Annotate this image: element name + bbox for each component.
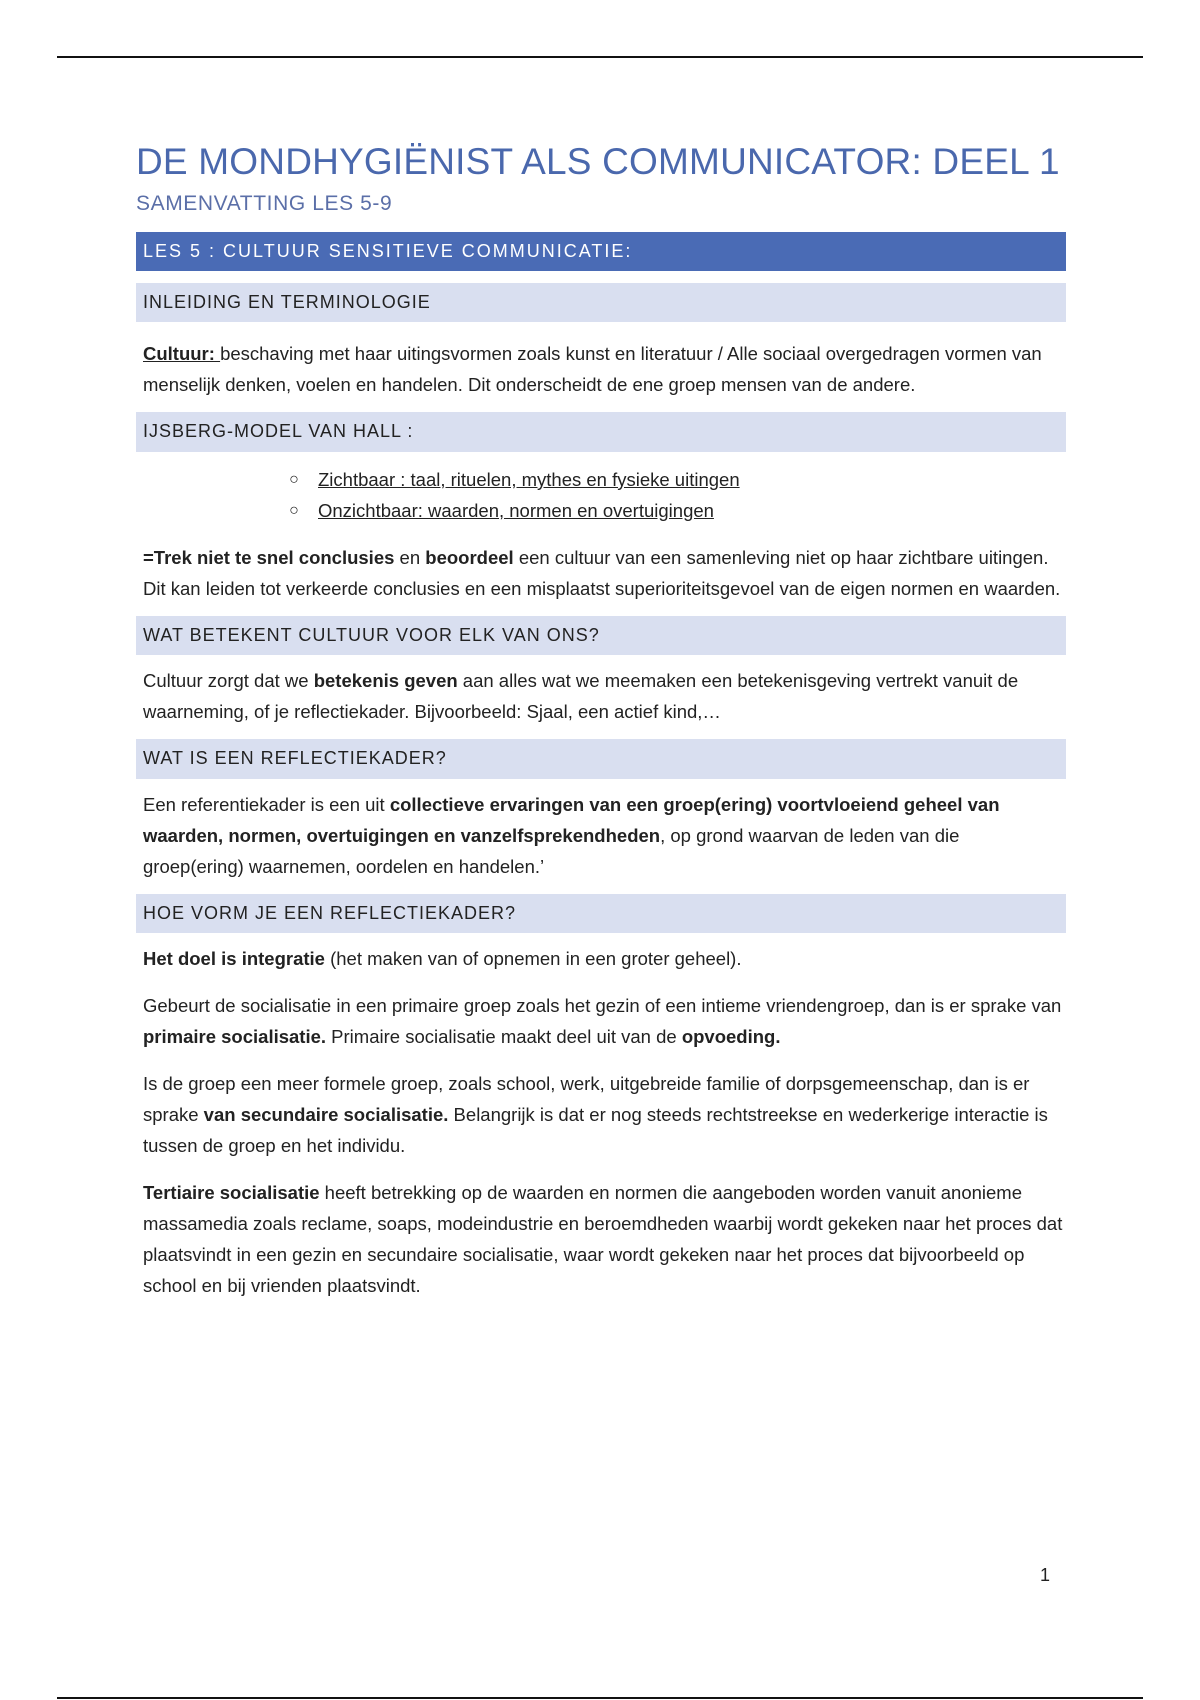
bold-tertiaire-socialisatie: Tertiaire socialisatie <box>143 1182 320 1204</box>
secundaire-text-after: Belangrijk is dat er nog steeds rechtstreekse en wederkerige interactie is tussen de groep en het individu. <box>143 1104 1048 1157</box>
paragraph-cultuur-definitie <box>143 338 1063 400</box>
paragraph-tertiaire-socialisatie <box>143 1177 1063 1301</box>
bold-beoordeel: beoordeel <box>425 546 514 568</box>
circle-bullet-icon: ○ <box>289 501 299 519</box>
bold-doel-integratie: Het doel is integratie <box>143 948 325 970</box>
list-item <box>284 495 1066 526</box>
list-item <box>284 464 1066 495</box>
paragraph-reflectiekader <box>143 789 1063 882</box>
reflectiekader-text-before: Een referentiekader is een uit <box>143 793 390 815</box>
doel-rest: (het maken van of opnemen in een groter geheel). <box>324 948 742 970</box>
bold-opvoeding: opvoeding. <box>681 1026 781 1048</box>
heading-ijsberg-model: IJSBERG-MODEL VAN HALL : <box>136 412 1066 451</box>
term-cultuur: Cultuur: <box>143 343 221 365</box>
bold-conclusies: =Trek niet te snel conclusies <box>143 546 395 568</box>
conclusie-rest: een cultuur van een samenleving niet op haar zichtbare uitingen. Dit kan leiden tot verkeerde conclusies en een misplaatst superioriteitsgevoel van de eigen normen en waarden. <box>143 546 1061 599</box>
document-body <box>136 140 1066 1301</box>
paragraph-primaire-socialisatie <box>143 990 1063 1052</box>
list-item-text: Onzichtbaar: waarden, normen en overtuigingen <box>318 499 714 521</box>
primaire-text-before: Gebeurt de socialisatie in een primaire groep zoals het gezin of een intieme vriendengroep, dan is er sprake van <box>143 995 1062 1017</box>
header-rule <box>57 56 1143 58</box>
betekenis-text-before: Cultuur zorgt dat we <box>143 670 314 692</box>
document-subtitle: SAMENVATTING LES 5-9 <box>136 192 393 216</box>
page-number: 1 <box>1040 1565 1051 1585</box>
paragraph-secundaire-socialisatie <box>143 1068 1063 1161</box>
document-title: DE MONDHYGIËNIST ALS COMMUNICATOR: DEEL 1 <box>136 141 1060 182</box>
bold-primaire-socialisatie: primaire socialisatie. <box>143 1026 327 1048</box>
bold-secundaire-socialisatie: van secundaire socialisatie. <box>203 1104 449 1126</box>
heading-betekenis: WAT BETEKENT CULTUUR VOOR ELK VAN ONS? <box>136 616 1066 655</box>
secundaire-text-before: Is de groep een meer formele groep, zoals school, werk, uitgebreide familie of dorpsgemeenschap, dan is er sprake <box>143 1073 1030 1126</box>
bold-betekenis-geven: betekenis geven <box>313 670 458 692</box>
ijsberg-list <box>136 464 1066 526</box>
heading-reflectiekader: WAT IS EEN REFLECTIEKADER? <box>136 739 1066 778</box>
paragraph-betekenis <box>143 665 1063 727</box>
reflectiekader-text-after: , op grond waarvan de leden van die groep(ering) waarnemen, oordelen en handelen.’ <box>143 824 960 877</box>
betekenis-text-after: aan alles wat we meemaken een betekenisgeving vertrekt vanuit de waarneming, of je reflectiekader. Bijvoorbeeld: Sjaal, een actief kind,… <box>143 670 1019 723</box>
heading-hoe-vorm: HOE VORM JE EEN REFLECTIEKADER? <box>136 894 1066 933</box>
footer-rule <box>57 1697 1143 1699</box>
bold-collectieve-ervaringen: collectieve ervaringen van een groep(ering) voortvloeiend geheel van waarden, normen, overtuigingen en vanzelfsprekendheden <box>143 793 1000 846</box>
paragraph-conclusie <box>143 542 1063 604</box>
conclusie-mid: en <box>394 546 426 568</box>
cultuur-definitie-text: beschaving met haar uitingsvormen zoals kunst en literatuur / Alle sociaal overgedragen vormen van menselijk denken, voelen en handelen. Dit onderscheidt de ene groep mensen van de andere. <box>143 343 1042 396</box>
list-item-text: Zichtbaar : taal, rituelen, mythes en fysieke uitingen <box>318 468 740 490</box>
circle-bullet-icon: ○ <box>289 470 299 488</box>
heading-inleiding: INLEIDING EN TERMINOLOGIE <box>136 283 1066 322</box>
section-heading-les5: LES 5 : CULTUUR SENSITIEVE COMMUNICATIE: <box>136 232 1066 271</box>
tertiaire-text-rest: heeft betrekking op de waarden en normen die aangeboden worden vanuit anonieme massamedia zoals reclame, soaps, modeindustrie en beroemdheden waarbij wordt gekeken naar het proces dat plaatsvindt in een gezin en secundaire socialisatie, waar wordt gekeken naar het proces dat bijvoorbeeld op school en bij vrienden plaatsvindt. <box>143 1182 1063 1297</box>
primaire-text-mid: Primaire socialisatie maakt deel uit van de <box>326 1026 682 1048</box>
paragraph-doel <box>143 943 1063 974</box>
